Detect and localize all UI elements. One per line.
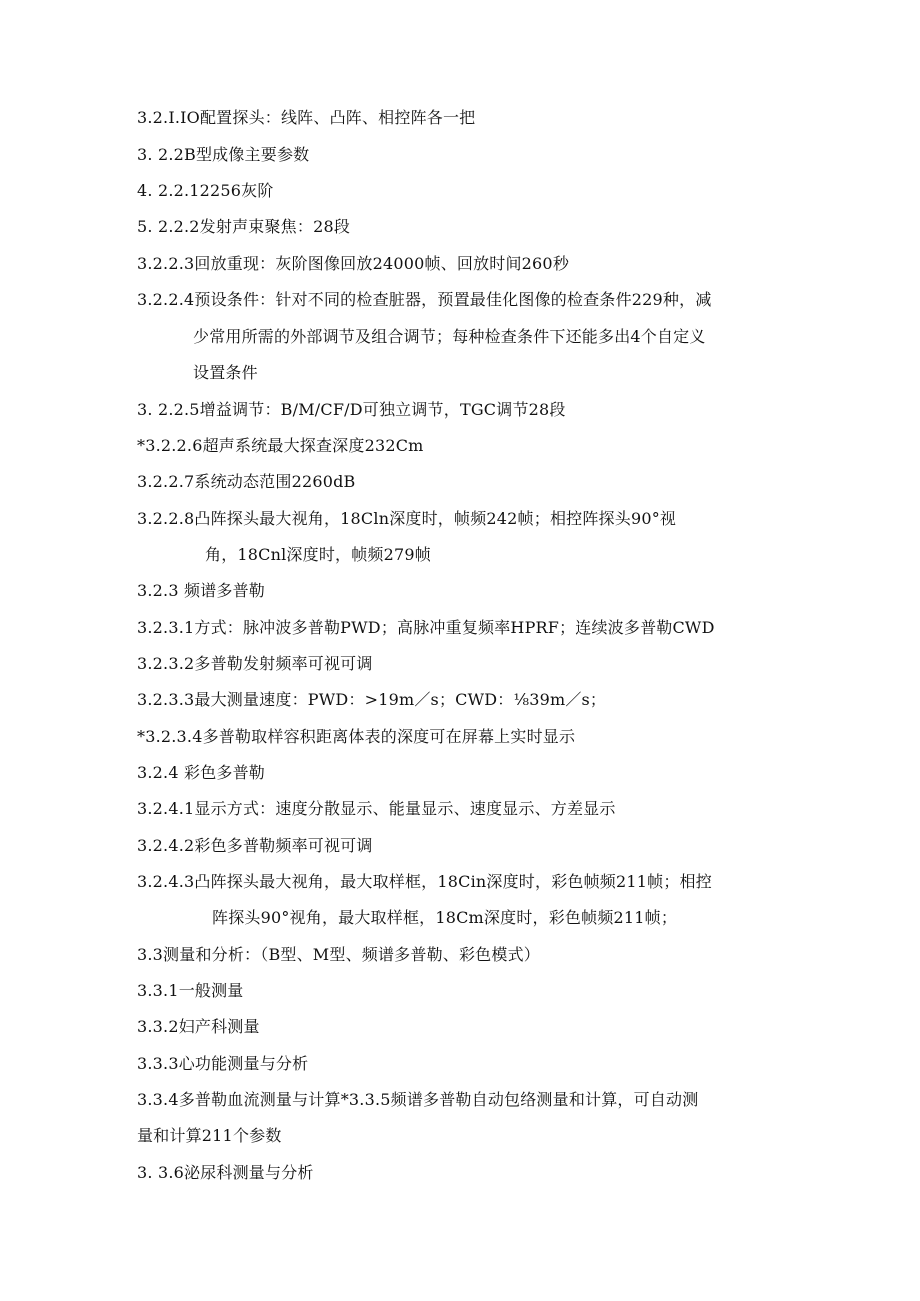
line-3-2-3-1: 3.2.3.1方式：脉冲波多普勒PWD；高脉冲重复频率HPRF；连续波多普勒CWD [137,618,715,637]
line-2-2-2: 5. 2.2.2发射声束聚焦：28段 [137,217,351,236]
line-3-2-2: 3. 2.2B型成像主要参数 [137,145,310,164]
line-3-2-3: 3.2.3 频谱多普勒 [137,581,265,600]
line-3-2-2-3: 3.2.2.3回放重现：灰阶图像回放24000帧、回放时间260秒 [137,254,570,273]
line-3-3-4-cont: 量和计算211个参数 [137,1126,282,1145]
line-3-2-3-4: *3.2.3.4多普勒取样容积距离体表的深度可在屏幕上实时显示 [137,727,576,746]
line-3-3-6: 3. 3.6泌尿科测量与分析 [137,1163,314,1182]
line-3-3: 3.3测量和分析：（B型、M型、频谱多普勒、彩色模式） [137,945,540,964]
line-3-3-1: 3.3.1一般测量 [137,981,244,1000]
line-3-2-4-1: 3.2.4.1显示方式：速度分散显示、能量显示、速度显示、方差显示 [137,799,616,818]
line-3-2-2-4: 3.2.2.4预设条件：针对不同的检查脏器，预置最佳化图像的检查条件229种，减 [137,290,712,309]
line-3-2-2-4-cont-2: 设置条件 [193,363,258,382]
line-3-2-2-6: *3.2.2.6超声系统最大探查深度232Cm [137,436,424,455]
line-3-2-3-3: 3.2.3.3最大测量速度：PWD：>19m／s；CWD：⅛39m／s； [137,690,607,709]
line-3-2-4-3: 3.2.4.3凸阵探头最大视角，最大取样框，18Cin深度时，彩色帧频211帧；相控 [137,872,712,891]
line-3-3-4: 3.3.4多普勒血流测量与计算*3.3.5频谱多普勒自动包络测量和计算，可自动测 [137,1090,699,1109]
line-2-2-1: 4. 2.2.12256灰阶 [137,181,274,200]
line-3-2-2-8-cont: 角，18Cnl深度时，帧频279帧 [205,545,431,564]
line-3-2-2-5: 3. 2.2.5增益调节：B/M/CF/D可独立调节，TGC调节28段 [137,400,566,419]
line-3-2-4-3-cont: 阵探头90°视角，最大取样框，18Cm深度时，彩色帧频211帧； [212,908,678,927]
line-3-2-2-4-cont-1: 少常用所需的外部调节及组合调节；每种检查条件下还能多出4个自定义 [193,327,706,346]
line-3-2-2-7: 3.2.2.7系统动态范围2260dB [137,472,356,491]
line-3-2-1-10: 3.2.I.IO配置探头：线阵、凸阵、相控阵各一把 [137,108,476,127]
line-3-2-3-2: 3.2.3.2多普勒发射频率可视可调 [137,654,373,673]
line-3-2-4-2: 3.2.4.2彩色多普勒频率可视可调 [137,836,373,855]
line-3-3-3: 3.3.3心功能测量与分析 [137,1054,309,1073]
line-3-2-4: 3.2.4 彩色多普勒 [137,763,265,782]
line-3-2-2-8: 3.2.2.8凸阵探头最大视角，18Cln深度时，帧频242帧；相控阵探头90°视 [137,509,677,528]
line-3-3-2: 3.3.2妇产科测量 [137,1017,260,1036]
